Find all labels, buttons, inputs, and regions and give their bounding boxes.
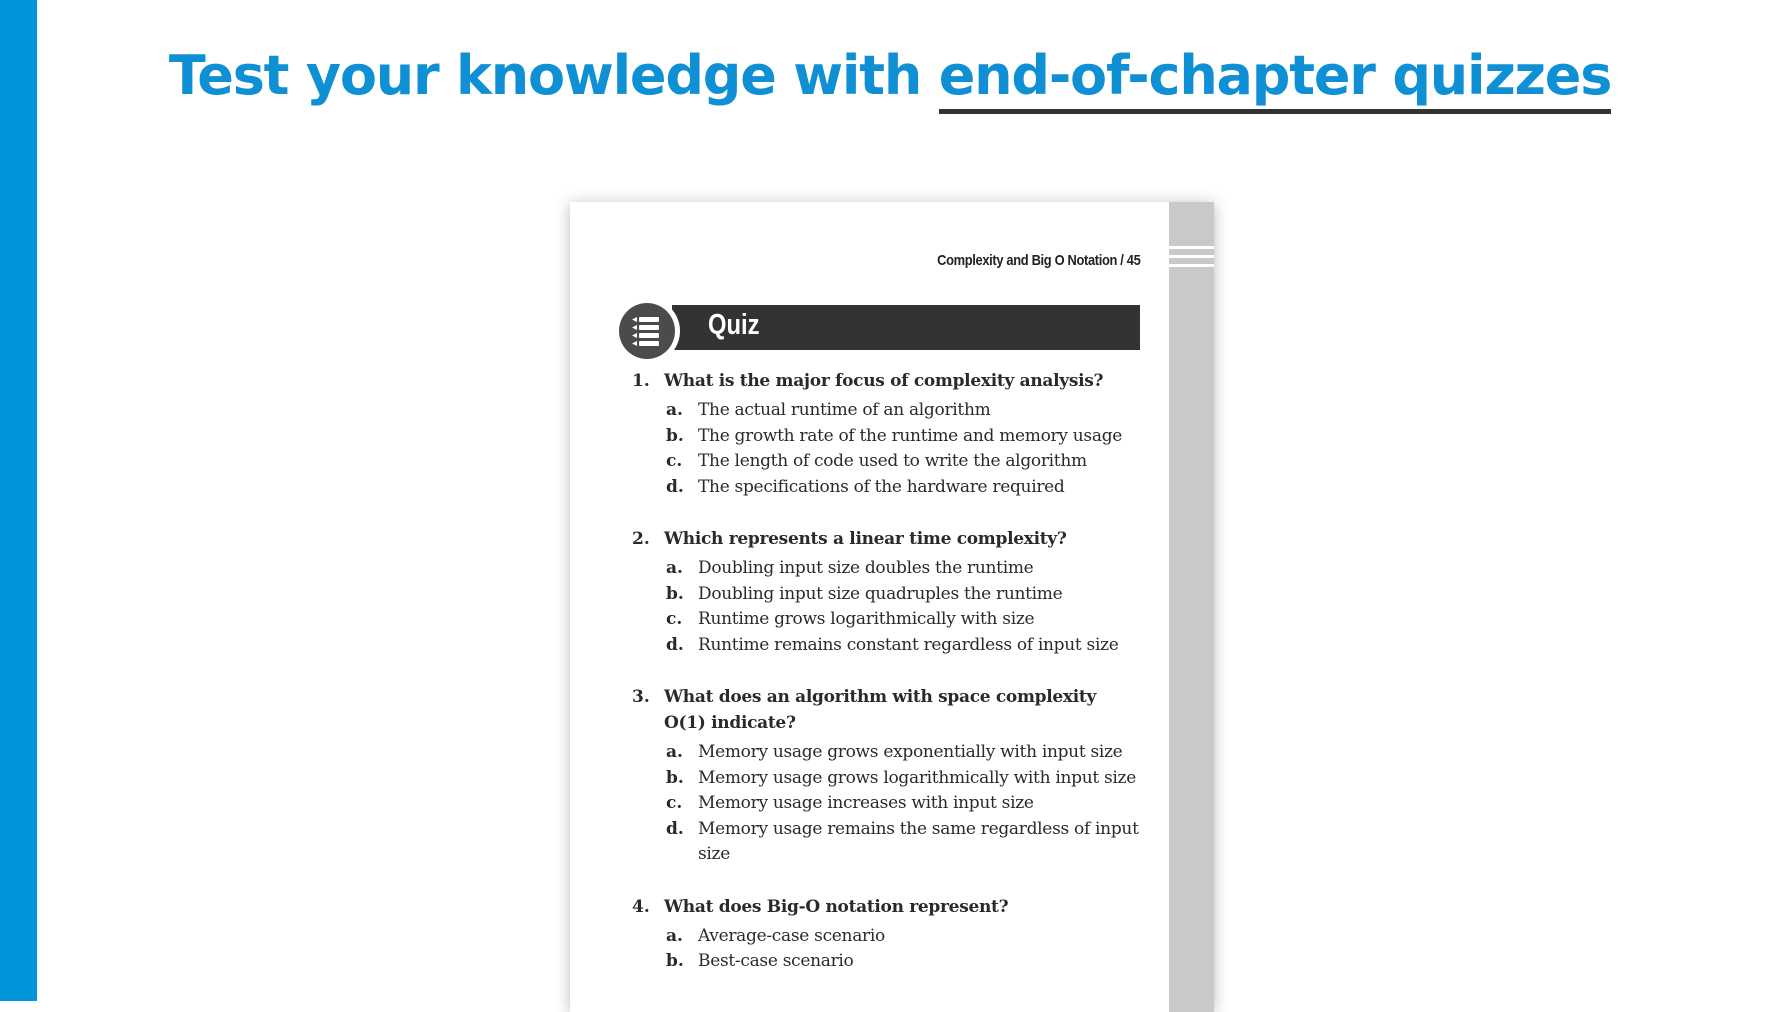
option-letter: b. [666, 951, 684, 971]
option-letter: a. [666, 400, 683, 420]
left-accent-bar [0, 0, 37, 1001]
option-letter: a. [666, 925, 683, 946]
option-text: Memory usage grows exponentially with input size [698, 742, 1123, 762]
spine-stripe [1169, 246, 1214, 249]
spine-stripe [1169, 264, 1214, 267]
question-text: What is the major focus of complexity analysis? [664, 371, 1104, 391]
option-text: Runtime grows logarithmically with size [698, 609, 1035, 629]
running-head: Complexity and Big O Notation / 45 [936, 252, 1140, 269]
option-letter: d. [666, 634, 684, 655]
option-letter: c. [666, 793, 683, 813]
book-page-preview [570, 202, 1214, 1012]
question-text: Which represents a linear time complexity? [664, 529, 1067, 549]
quiz-question [630, 894, 1150, 975]
question-text: What does an algorithm with space complexity O(1) indicate? [664, 687, 1097, 733]
quiz-question [630, 684, 1150, 868]
answer-option [664, 633, 1150, 659]
answer-options [664, 398, 1150, 500]
option-letter: b. [666, 583, 684, 604]
answer-option [664, 766, 1150, 792]
question-number: 3. [632, 687, 650, 707]
question-number: 1. [632, 371, 650, 391]
option-text: The specifications of the hardware required [698, 476, 1065, 497]
option-text: The growth rate of the runtime and memory usage [698, 425, 1123, 446]
answer-options [664, 556, 1150, 658]
quiz-questions [630, 368, 1150, 1001]
answer-option [664, 449, 1150, 475]
option-text: Doubling input size quadruples the runtime [698, 583, 1063, 604]
quiz-question [630, 368, 1150, 500]
answer-option [664, 791, 1150, 817]
option-text: Doubling input size doubles the runtime [698, 558, 1034, 578]
answer-options [664, 924, 1150, 975]
quiz-badge [614, 298, 680, 364]
option-letter: a. [666, 742, 683, 762]
answer-option [664, 582, 1150, 608]
answer-option [664, 556, 1150, 582]
answer-option [664, 949, 1150, 975]
option-text: Runtime remains constant regardless of input size [698, 634, 1119, 655]
option-letter: a. [666, 558, 683, 578]
headline-prefix: Test your knowledge with [168, 44, 939, 107]
question-number: 2. [632, 529, 650, 549]
option-text: The length of code used to write the algorithm [698, 451, 1087, 471]
answer-option [664, 924, 1150, 950]
option-letter: c. [666, 609, 683, 629]
option-text: Memory usage grows logarithmically with input size [698, 767, 1136, 788]
option-text: Average-case scenario [698, 925, 885, 946]
quiz-title: Quiz [708, 309, 760, 341]
answer-option [664, 740, 1150, 766]
option-text: Memory usage increases with input size [698, 793, 1034, 813]
answer-options [664, 740, 1150, 868]
option-letter: c. [666, 451, 683, 471]
question-text: What does Big-O notation represent? [664, 896, 1009, 917]
answer-option [664, 398, 1150, 424]
list-icon [628, 310, 666, 352]
question-number: 4. [632, 896, 650, 917]
quiz-question [630, 526, 1150, 658]
answer-option [664, 817, 1150, 868]
slide-headline [0, 44, 1780, 107]
option-letter: b. [666, 767, 684, 788]
option-text: The actual runtime of an algorithm [698, 400, 991, 420]
option-letter: d. [666, 476, 684, 497]
headline-accent: end-of-chapter quizzes [939, 44, 1611, 114]
answer-option [664, 475, 1150, 501]
option-letter: d. [666, 818, 684, 839]
spine-stripe [1169, 255, 1214, 258]
option-text: Memory usage remains the same regardless of input size [698, 818, 1139, 864]
page-spine [1169, 202, 1214, 1012]
option-text: Best-case scenario [698, 951, 854, 971]
answer-option [664, 607, 1150, 633]
answer-option [664, 424, 1150, 450]
option-letter: b. [666, 425, 684, 446]
